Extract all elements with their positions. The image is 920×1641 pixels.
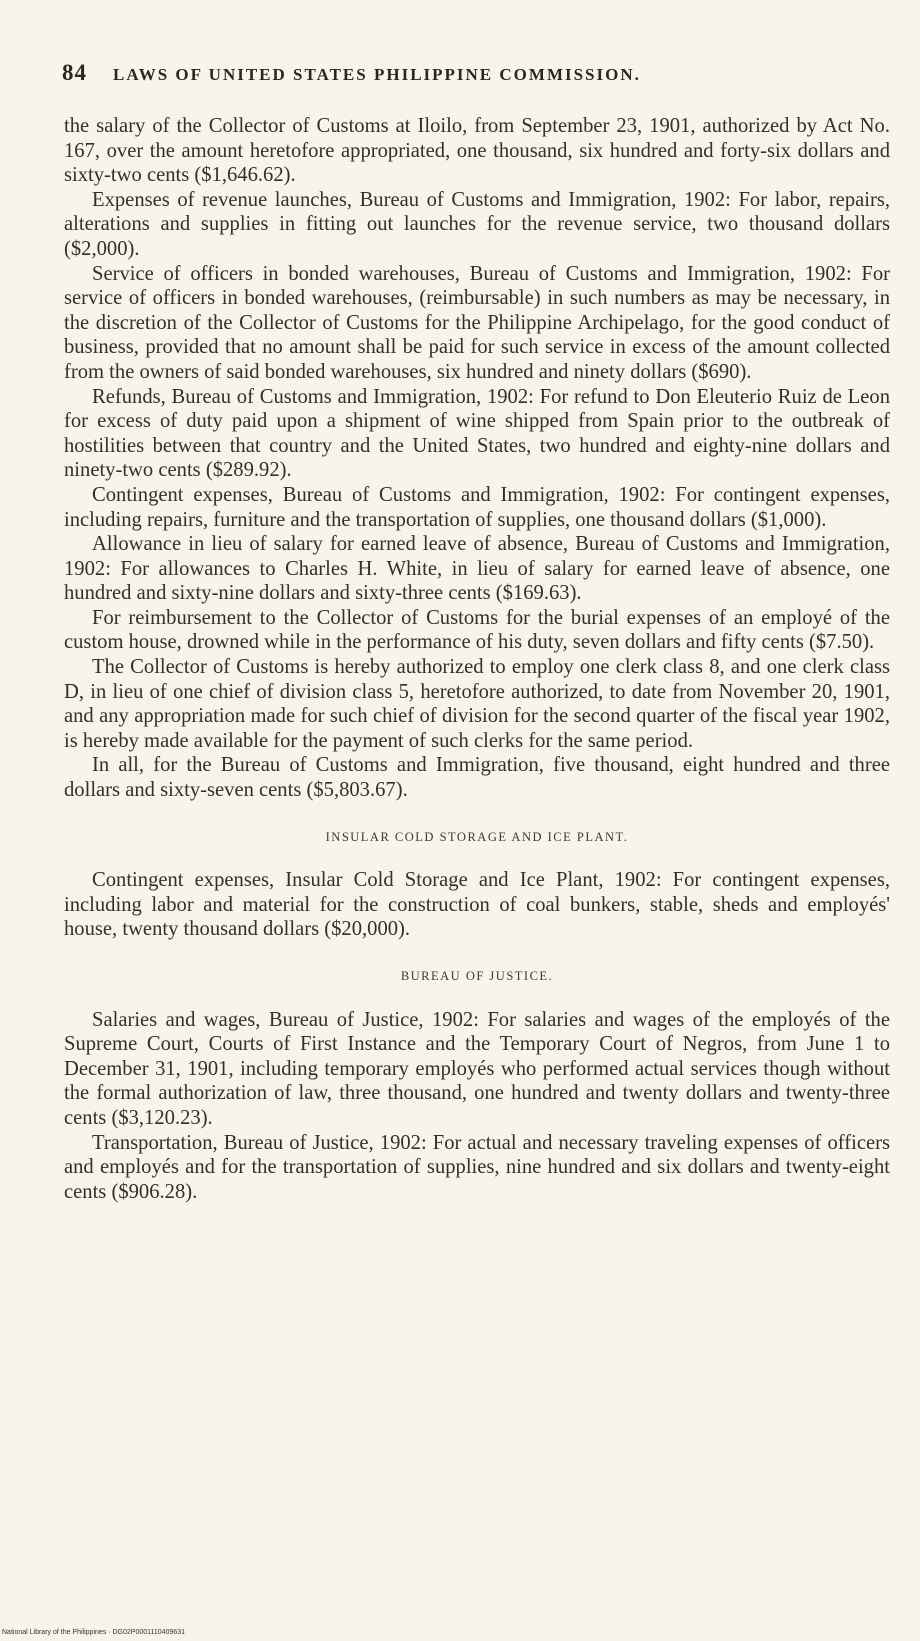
scan-footer: National Library of the Philippines · DG02P0001110409631: [2, 1629, 186, 1636]
paragraph-revenue-launches: Expenses of revenue launches, Bureau of Customs and Immigration, 1902: For labor, repairs, alterations and supplies in fitting out launches for the revenue service, two thousand dollars ($2,000).: [64, 188, 890, 260]
paragraph-collector-iloilo-salary: the salary of the Collector of Customs at Iloilo, from September 23, 1901, authorized by Act No. 167, over the amount heretofore appropriated, one thousand, six hundred and forty-six dollars and sixty-two cents ($1,646.62).: [64, 115, 890, 187]
paragraph-justice-transportation: Transportation, Bureau of Justice, 1902: For actual and necessary traveling expenses of officers and employés and for the transportation of supplies, nine hundred and six dollars and twenty-eight cents ($906.28).: [64, 1131, 890, 1203]
paragraph-clerk-authorization: The Collector of Customs is hereby authorized to employ one clerk class 8, and one clerk class D, in lieu of one chief of division class 5, heretofore authorized, to date from November 20, 1901, and any appropriation made for such chief of division for the second quarter of the fiscal year 1902, is hereby made available for the payment of such clerks for the same period.: [64, 656, 890, 752]
page-header: [62, 60, 862, 86]
paragraph-customs-total: In all, for the Bureau of Customs and Immigration, five thousand, eight hundred and three dollars and sixty-seven cents ($5,803.67).: [64, 754, 890, 802]
running-head: LAWS OF UNITED STATES PHILIPPINE COMMISSION.: [113, 65, 641, 84]
paragraph-contingent-customs: Contingent expenses, Bureau of Customs and Immigration, 1902: For contingent expenses, including repairs, furniture and the transportation of supplies, one thousand dollars ($1,000).: [64, 483, 890, 531]
section-heading-justice: BUREAU OF JUSTICE.: [400, 969, 554, 983]
paragraph-leave-allowance: Allowance in lieu of salary for earned leave of absence, Bureau of Customs and Immigration, 1902: For allowances to Charles H. White, in lieu of salary for earned leave of absence, one hundred and sixty-nine dollars and sixty-three cents ($169.63).: [64, 533, 890, 605]
page-number: 84: [62, 60, 87, 85]
paragraph-burial-reimbursement: For reimbursement to the Collector of Customs for the burial expenses of an employé of the custom house, drowned while in the performance of his duty, seven dollars and fifty cents ($7.50).: [64, 606, 890, 654]
section-heading-cold-storage: INSULAR COLD STORAGE AND ICE PLANT.: [325, 829, 629, 844]
paragraph-bonded-warehouses: Service of officers in bonded warehouses, Bureau of Customs and Immigration, 1902: For service of officers in bonded warehouses, (reimbursable) in such numbers as may be necessary, in the discretion of the Collector of Customs for the Philippine Archipelago, for the good conduct of business, provided that no amount shall be paid for such service in excess of the amount collected from the owners of said bonded warehouses, six hundred and ninety dollars ($690).: [64, 262, 890, 383]
paragraph-justice-salaries: Salaries and wages, Bureau of Justice, 1902: For salaries and wages of the employés of the Supreme Court, Courts of First Instance and the Temporary Court of Negros, from June 1 to December 31, 1901, including temporary employés who performed actual services though without the formal authorization of law, three thousand, one hundred and twenty dollars and twenty-three cents ($3,120.23).: [64, 1008, 890, 1129]
page-body: [64, 114, 890, 1204]
paragraph-cold-storage-contingent: Contingent expenses, Insular Cold Storage and Ice Plant, 1902: For contingent expenses, including labor and material for the construction of coal bunkers, stable, sheds and employés' house, twenty thousand dollars ($20,000).: [64, 869, 890, 941]
paragraph-refunds: Refunds, Bureau of Customs and Immigration, 1902: For refund to Don Eleuterio Ruiz de Leon for excess of duty paid upon a shipment of wine shipped from Spain prior to the outbreak of hostilities between that country and the United States, two hundred and eighty-nine dollars and ninety-two cents ($289.92).: [64, 385, 890, 482]
